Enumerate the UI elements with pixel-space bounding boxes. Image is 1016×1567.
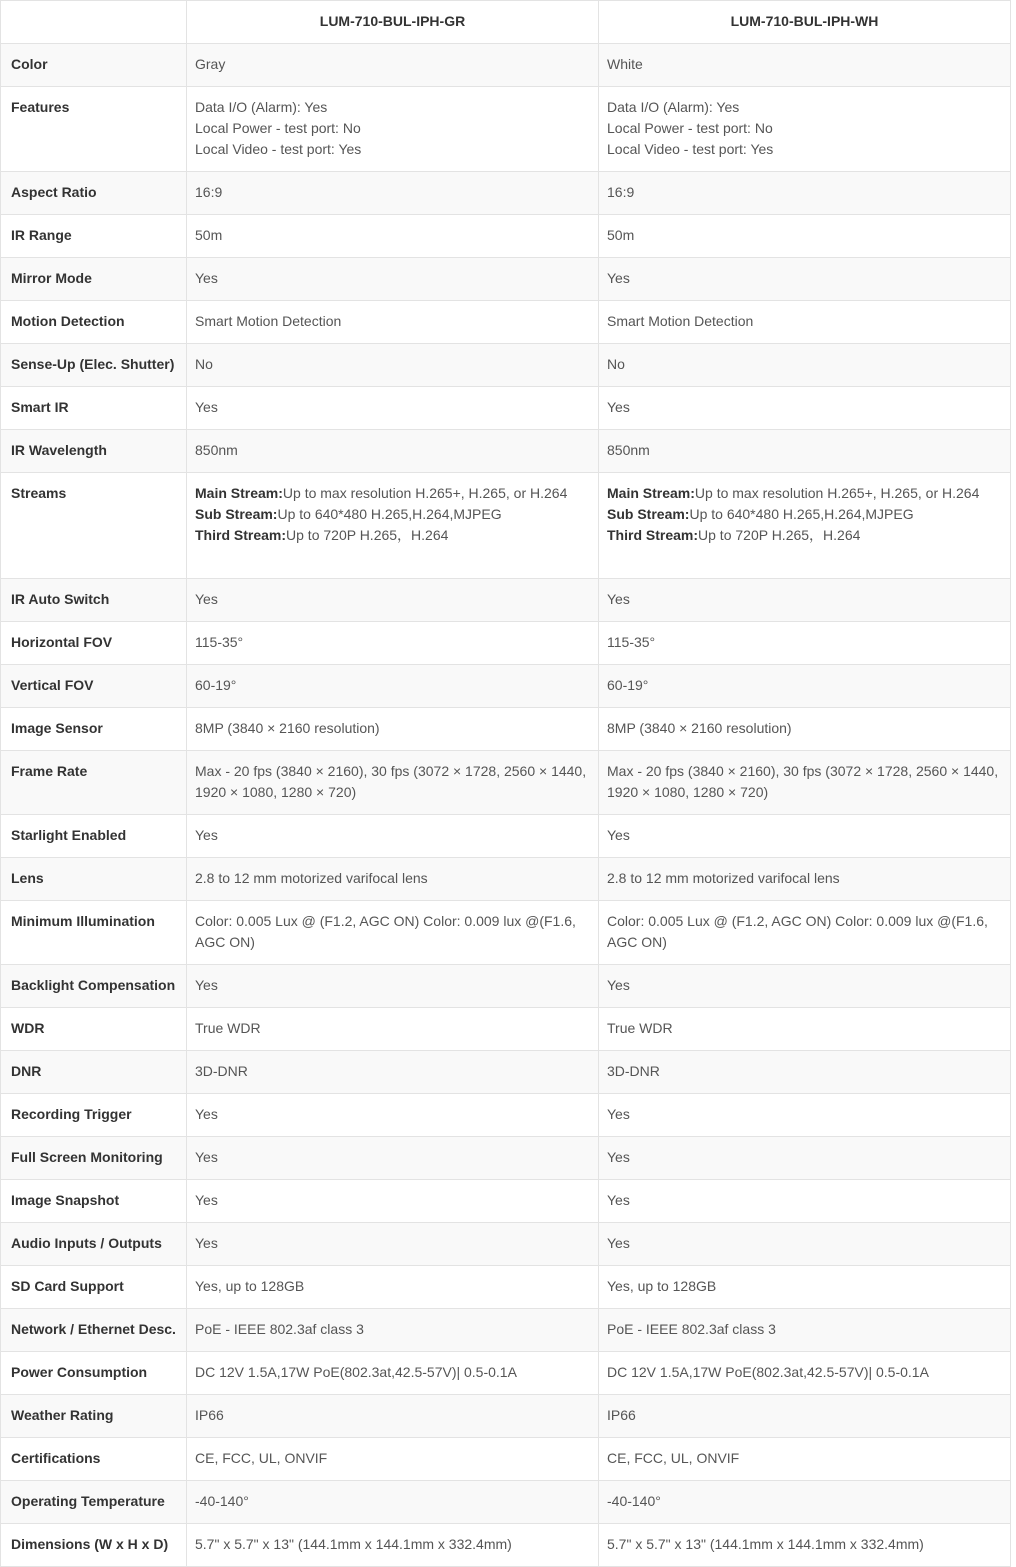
white-model-value: 16:9 [599, 172, 1011, 215]
row-label: Frame Rate [1, 751, 187, 815]
row-label: IR Auto Switch [1, 579, 187, 622]
gray-model-value: 60-19° [187, 665, 599, 708]
row-label: Minimum Illumination [1, 901, 187, 965]
row-label: DNR [1, 1051, 187, 1094]
white-model-value: Yes [599, 1223, 1011, 1266]
white-model-value: 60-19° [599, 665, 1011, 708]
table-row [1, 1051, 1011, 1094]
white-model-value: CE, FCC, UL, ONVIF [599, 1438, 1011, 1481]
stream-name: Third Stream: [607, 527, 699, 543]
gray-model-value: True WDR [187, 1008, 599, 1051]
column-header-white-model: LUM-710-BUL-IPH-WH [599, 1, 1011, 44]
row-label: Features [1, 87, 187, 172]
row-label: Recording Trigger [1, 1094, 187, 1137]
table-row [1, 965, 1011, 1008]
white-model-value: True WDR [599, 1008, 1011, 1051]
white-model-value: 8MP (3840 × 2160 resolution) [599, 708, 1011, 751]
gray-model-value: Yes [187, 1137, 599, 1180]
table-row [1, 387, 1011, 430]
gray-model-value: 850nm [187, 430, 599, 473]
table-row [1, 708, 1011, 751]
gray-model-value: Gray [187, 44, 599, 87]
white-model-value: PoE - IEEE 802.3af class 3 [599, 1309, 1011, 1352]
white-model-value: Yes, up to 128GB [599, 1266, 1011, 1309]
gray-model-value: 8MP (3840 × 2160 resolution) [187, 708, 599, 751]
table-row [1, 1309, 1011, 1352]
stream-name: Third Stream: [195, 527, 287, 543]
table-row [1, 1524, 1011, 1567]
gray-model-value: Yes [187, 1180, 599, 1223]
gray-model-value: 5.7" x 5.7" x 13" (144.1mm x 144.1mm x 332.4mm) [187, 1524, 599, 1567]
table-row [1, 44, 1011, 87]
gray-model-value: 16:9 [187, 172, 599, 215]
white-model-value: Yes [599, 1094, 1011, 1137]
row-label: Smart IR [1, 387, 187, 430]
white-model-value [599, 87, 1011, 172]
table-row [1, 172, 1011, 215]
feature-line: Local Power - test port: No [195, 120, 361, 136]
row-label: Image Sensor [1, 708, 187, 751]
white-model-value: Yes [599, 579, 1011, 622]
gray-model-value: CE, FCC, UL, ONVIF [187, 1438, 599, 1481]
gray-model-value: Yes [187, 815, 599, 858]
table-row [1, 858, 1011, 901]
row-label: Vertical FOV [1, 665, 187, 708]
table-row [1, 1094, 1011, 1137]
row-label: SD Card Support [1, 1266, 187, 1309]
white-model-value: Yes [599, 1137, 1011, 1180]
row-label: Sense-Up (Elec. Shutter) [1, 344, 187, 387]
white-model-value: IP66 [599, 1395, 1011, 1438]
stream-name: Sub Stream: [195, 506, 278, 522]
stream-value: Up to 720P H.265，H.264 [286, 527, 449, 543]
table-row [1, 1395, 1011, 1438]
stream-name: Sub Stream: [607, 506, 690, 522]
gray-model-value: Yes [187, 579, 599, 622]
stream-line [607, 525, 1000, 546]
white-model-value: Smart Motion Detection [599, 301, 1011, 344]
table-row [1, 1352, 1011, 1395]
stream-value: Up to max resolution H.265+, H.265, or H.264 [282, 485, 568, 501]
white-model-value: DC 12V 1.5A,17W PoE(802.3at,42.5-57V)| 0.5-0.1A [599, 1352, 1011, 1395]
gray-model-value: Smart Motion Detection [187, 301, 599, 344]
table-row [1, 1180, 1011, 1223]
feature-line: Data I/O (Alarm): Yes [195, 99, 328, 115]
table-row [1, 1223, 1011, 1266]
white-model-value: Yes [599, 387, 1011, 430]
table-row [1, 1137, 1011, 1180]
white-model-value: No [599, 344, 1011, 387]
row-label: Horizontal FOV [1, 622, 187, 665]
gray-model-value: 2.8 to 12 mm motorized varifocal lens [187, 858, 599, 901]
table-header-row [1, 1, 1011, 44]
table-row [1, 215, 1011, 258]
white-model-value: White [599, 44, 1011, 87]
table-row [1, 473, 1011, 579]
table-row [1, 87, 1011, 172]
white-model-value: Color: 0.005 Lux @ (F1.2, AGC ON) Color: 0.009 lux @(F1.6, AGC ON) [599, 901, 1011, 965]
feature-line: Local Power - test port: No [607, 120, 773, 136]
white-model-value: Yes [599, 965, 1011, 1008]
table-row [1, 815, 1011, 858]
table-row [1, 751, 1011, 815]
gray-model-value: Max - 20 fps (3840 × 2160), 30 fps (3072 × 1728, 2560 × 1440, 1920 × 1080, 1280 × 720) [187, 751, 599, 815]
white-model-value: -40-140° [599, 1481, 1011, 1524]
table-row [1, 430, 1011, 473]
row-label: Network / Ethernet Desc. [1, 1309, 187, 1352]
stream-name: Main Stream: [195, 485, 283, 501]
table-row [1, 344, 1011, 387]
table-row [1, 1008, 1011, 1051]
feature-line: Local Video - test port: Yes [607, 141, 774, 157]
row-label: Operating Temperature [1, 1481, 187, 1524]
stream-value: Up to 640*480 H.265,H.264,MJPEG [689, 506, 914, 522]
white-model-value: Max - 20 fps (3840 × 2160), 30 fps (3072 × 1728, 2560 × 1440, 1920 × 1080, 1280 × 720) [599, 751, 1011, 815]
feature-line: Local Video - test port: Yes [195, 141, 362, 157]
stream-value: Up to 640*480 H.265,H.264,MJPEG [277, 506, 502, 522]
stream-name: Main Stream: [607, 485, 695, 501]
stream-line [195, 483, 588, 504]
row-label: Backlight Compensation [1, 965, 187, 1008]
table-row [1, 301, 1011, 344]
gray-model-value: 3D-DNR [187, 1051, 599, 1094]
gray-model-value: 115-35° [187, 622, 599, 665]
gray-model-value: IP66 [187, 1395, 599, 1438]
row-label: Audio Inputs / Outputs [1, 1223, 187, 1266]
gray-model-value: Yes [187, 258, 599, 301]
row-label: Dimensions (W x H x D) [1, 1524, 187, 1567]
row-label: Color [1, 44, 187, 87]
stream-line [195, 525, 588, 546]
table-row [1, 1266, 1011, 1309]
gray-model-value: No [187, 344, 599, 387]
row-label: Aspect Ratio [1, 172, 187, 215]
stream-line [195, 504, 588, 525]
white-model-value: 5.7" x 5.7" x 13" (144.1mm x 144.1mm x 332.4mm) [599, 1524, 1011, 1567]
feature-line: Data I/O (Alarm): Yes [607, 99, 740, 115]
white-model-value: 115-35° [599, 622, 1011, 665]
row-label: WDR [1, 1008, 187, 1051]
stream-value: Up to 720P H.265，H.264 [698, 527, 861, 543]
gray-model-value: PoE - IEEE 802.3af class 3 [187, 1309, 599, 1352]
row-label: Weather Rating [1, 1395, 187, 1438]
gray-model-value [187, 87, 599, 172]
white-model-value: Yes [599, 1180, 1011, 1223]
table-row [1, 665, 1011, 708]
gray-model-value: -40-140° [187, 1481, 599, 1524]
white-model-value: Yes [599, 258, 1011, 301]
gray-model-value: 50m [187, 215, 599, 258]
row-label: Mirror Mode [1, 258, 187, 301]
white-model-value: Yes [599, 815, 1011, 858]
row-label: Image Snapshot [1, 1180, 187, 1223]
table-row [1, 1438, 1011, 1481]
stream-value: Up to max resolution H.265+, H.265, or H.264 [694, 485, 980, 501]
white-model-value: 50m [599, 215, 1011, 258]
white-model-value: 850nm [599, 430, 1011, 473]
row-label: Streams [1, 473, 187, 579]
gray-model-value: Yes [187, 1094, 599, 1137]
row-label: Certifications [1, 1438, 187, 1481]
stream-line [607, 483, 1000, 504]
stream-line [607, 504, 1000, 525]
table-row [1, 1481, 1011, 1524]
gray-model-value: Yes [187, 965, 599, 1008]
white-model-value: 2.8 to 12 mm motorized varifocal lens [599, 858, 1011, 901]
row-label: Lens [1, 858, 187, 901]
row-label: Power Consumption [1, 1352, 187, 1395]
table-row [1, 258, 1011, 301]
row-label: Starlight Enabled [1, 815, 187, 858]
row-label: IR Wavelength [1, 430, 187, 473]
gray-model-value: Yes [187, 387, 599, 430]
table-row [1, 901, 1011, 965]
white-model-value [599, 473, 1011, 579]
row-label: Full Screen Monitoring [1, 1137, 187, 1180]
row-label: IR Range [1, 215, 187, 258]
table-row [1, 579, 1011, 622]
gray-model-value: Yes, up to 128GB [187, 1266, 599, 1309]
gray-model-value [187, 473, 599, 579]
gray-model-value: Color: 0.005 Lux @ (F1.2, AGC ON) Color: 0.009 lux @(F1.6, AGC ON) [187, 901, 599, 965]
gray-model-value: DC 12V 1.5A,17W PoE(802.3at,42.5-57V)| 0.5-0.1A [187, 1352, 599, 1395]
table-row [1, 622, 1011, 665]
row-label: Motion Detection [1, 301, 187, 344]
column-header-gray-model: LUM-710-BUL-IPH-GR [187, 1, 599, 44]
gray-model-value: Yes [187, 1223, 599, 1266]
white-model-value: 3D-DNR [599, 1051, 1011, 1094]
header-corner-cell [1, 1, 187, 44]
